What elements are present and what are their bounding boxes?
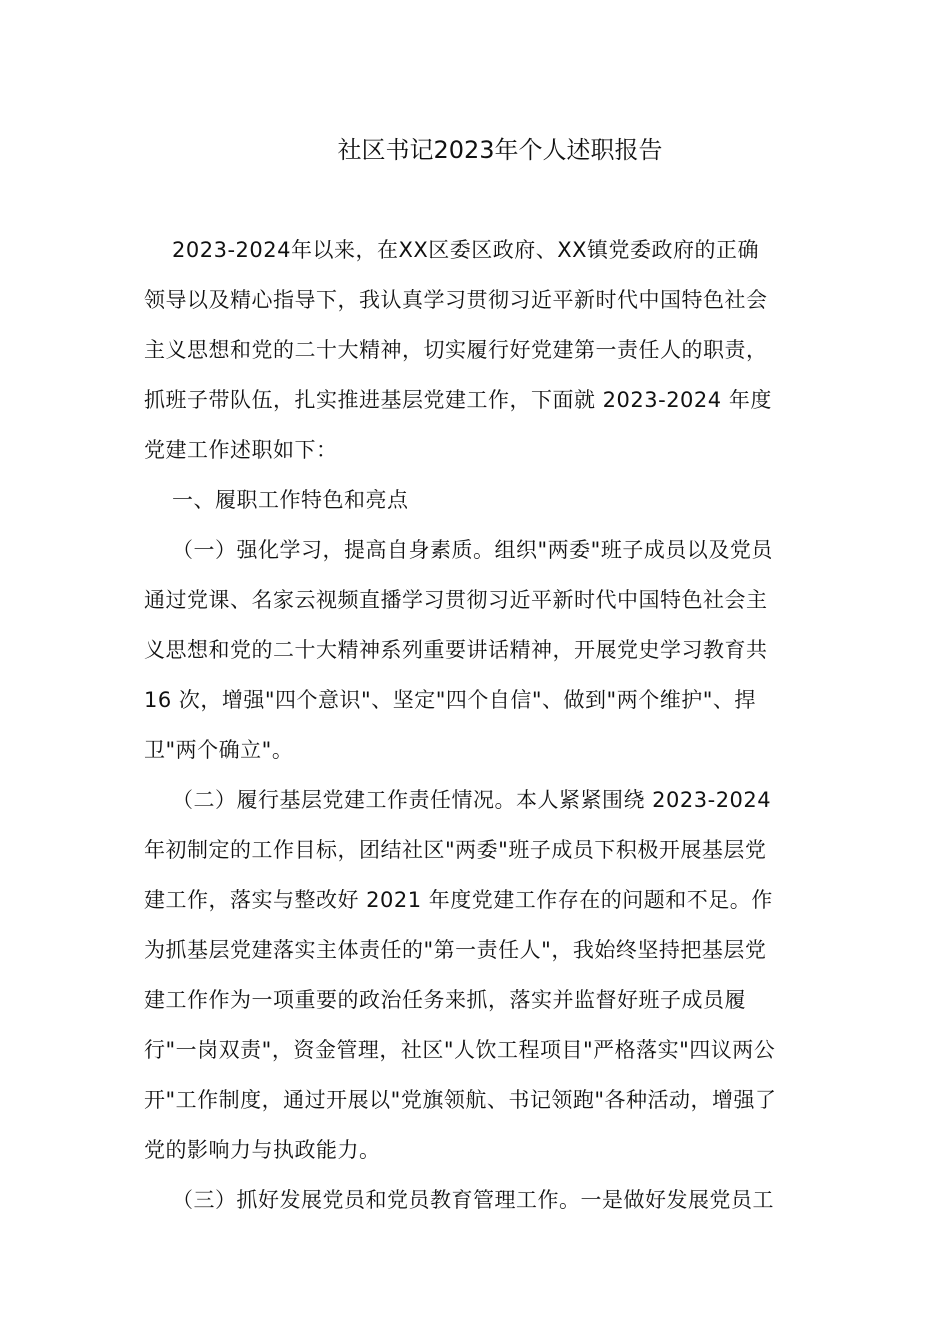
paragraph-line: （二）履行基层党建工作责任情况。本人紧紧围绕 2023-2024 (172, 788, 772, 812)
paragraph-line: 领导以及精心指导下，我认真学习贯彻习近平新时代中国特色社会 (144, 288, 768, 312)
paragraph-line: 卫"两个确立"。 (144, 738, 294, 762)
paragraph-line: 抓班子带队伍，扎实推进基层党建工作，下面就 2023-2024 年度 (144, 388, 772, 412)
paragraph-line: 党建工作述职如下： (144, 438, 338, 462)
paragraph-line: 2023-2024年以来，在XX区委区政府、XX镇党委政府的正确 (172, 238, 760, 262)
paragraph-line: 党的影响力与执政能力。 (144, 1138, 381, 1162)
paragraph-line: 开"工作制度，通过开展以"党旗领航、书记领跑"各种活动，增强了 (144, 1088, 777, 1112)
document-body (144, 230, 808, 1230)
paragraph-line: 主义思想和党的二十大精神，切实履行好党建第一责任人的职责， (144, 338, 768, 362)
paragraph-line: （三）抓好发展党员和党员教育管理工作。一是做好发展党员工 (172, 1188, 774, 1212)
paragraph-line: 年初制定的工作目标，团结社区"两委"班子成员下积极开展基层党 (144, 838, 767, 862)
paragraph-line: 义思想和党的二十大精神系列重要讲话精神，开展党史学习教育共 (144, 638, 768, 662)
paragraph-line: 建工作作为一项重要的政治任务来抓，落实并监督好班子成员履 (144, 988, 746, 1012)
paragraph-line: 为抓基层党建落实主体责任的"第一责任人"，我始终坚持把基层党 (144, 938, 767, 962)
paragraph-line: 行"一岗双责"，资金管理，社区"人饮工程项目"严格落实"四议两公 (144, 1038, 776, 1062)
paragraph-line: 建工作，落实与整改好 2021 年度党建工作存在的问题和不足。作 (144, 888, 773, 912)
paragraph-line: （一）强化学习，提高自身素质。组织"两委"班子成员以及党员 (172, 538, 773, 562)
paragraph-line: 通过党课、名家云视频直播学习贯彻习近平新时代中国特色社会主 (144, 588, 768, 612)
document-title: 社区书记2023年个人述职报告 (337, 136, 663, 164)
section-heading: 一、履职工作特色和亮点 (172, 488, 409, 512)
paragraph-line: 16 次，增强"四个意识"、坚定"四个自信"、做到"两个维护"、捍 (144, 688, 756, 712)
